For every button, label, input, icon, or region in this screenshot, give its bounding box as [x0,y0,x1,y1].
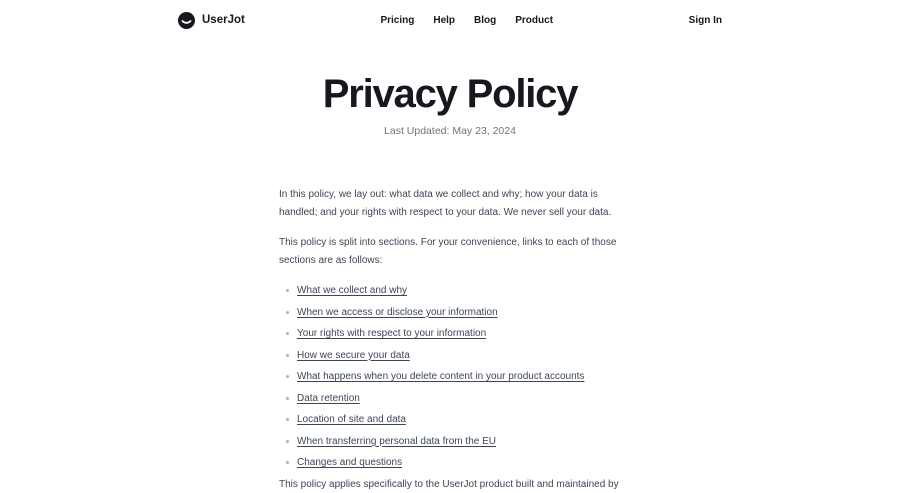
nav-link-blog[interactable]: Blog [474,15,496,26]
section-link-eu-transfer[interactable]: When transferring personal data from the EU [297,436,496,447]
section-link-access-disclose[interactable]: When we access or disclose your information [297,307,498,318]
last-updated-label: Last Updated: May 23, 2024 [0,124,900,139]
list-item [279,304,621,322]
brand-name: UserJot [202,14,245,26]
list-item [279,433,621,451]
page-title: Privacy Policy [0,74,900,114]
section-link-delete-content[interactable]: What happens when you delete content in your product accounts [297,371,584,382]
section-links-list [279,282,621,472]
list-item [279,454,621,472]
hero-section [0,40,900,139]
main-nav [245,15,689,26]
section-link-data-retention[interactable]: Data retention [297,393,360,404]
list-item [279,347,621,365]
section-link-what-we-collect[interactable]: What we collect and why [297,285,407,296]
brand-home-link[interactable] [178,12,245,29]
sign-in-link[interactable]: Sign In [689,15,722,26]
sections-intro-paragraph: This policy is split into sections. For your convenience, links to each of those sections are as follows: [279,234,621,269]
site-header [0,0,900,40]
intro-paragraph: In this policy, we lay out: what data we collect and why; how your data is handled; and your rights with respect to your data. We never sell your data. [279,186,621,221]
list-item [279,390,621,408]
section-link-changes-questions[interactable]: Changes and questions [297,457,402,468]
policy-content [279,186,621,493]
userjot-logo-icon [178,12,195,29]
header-container [178,0,722,40]
nav-link-product[interactable]: Product [515,15,553,26]
section-link-secure-data[interactable]: How we secure your data [297,350,410,361]
nav-link-help[interactable]: Help [433,15,455,26]
list-item [279,325,621,343]
section-link-your-rights[interactable]: Your rights with respect to your information [297,328,486,339]
list-item [279,282,621,300]
outro-paragraph: This policy applies specifically to the UserJot product built and maintained by [279,476,621,493]
list-item [279,368,621,386]
nav-link-pricing[interactable]: Pricing [380,15,414,26]
list-item [279,411,621,429]
section-link-location[interactable]: Location of site and data [297,414,406,425]
